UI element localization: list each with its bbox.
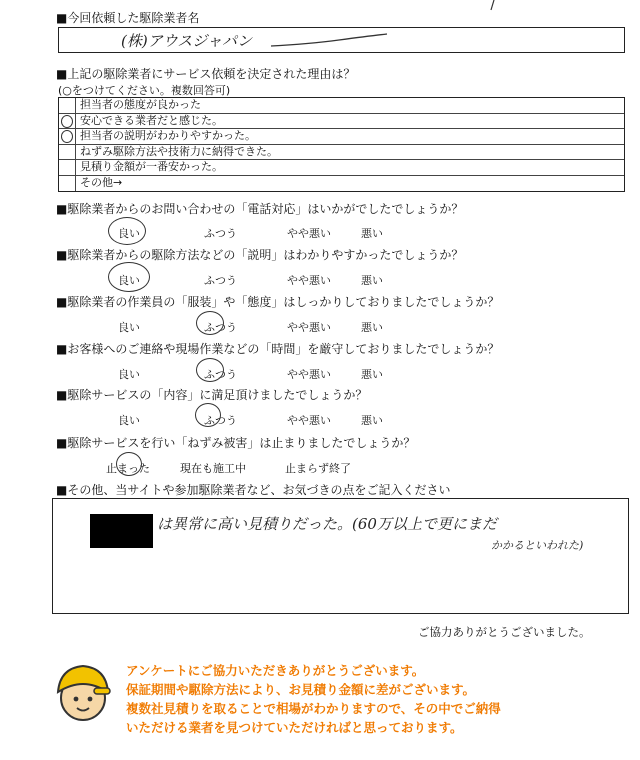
q7-option-normal[interactable]: ふつう [204, 414, 237, 427]
reason-text: 担当者の態度が良かった [80, 98, 201, 111]
q5-option-bad[interactable]: 悪い [361, 321, 383, 334]
reason-row[interactable] [59, 176, 624, 191]
reason-text: 見積り金額が一番安かった。 [80, 160, 223, 174]
reason-text: ねずみ駆除方法や技術力に納得できた。 [80, 144, 278, 158]
q8-label: ■駆除サービスを行い「ねずみ被害」は止まりましたでしょうか？ [56, 436, 416, 450]
q8-selected-circle [116, 452, 142, 476]
q5-option-normal[interactable]: ふつう [204, 321, 237, 334]
q3-option-slightly-bad[interactable]: やや悪い [287, 227, 331, 240]
check-circle-mark [61, 115, 73, 128]
reason-checkbox[interactable] [59, 145, 76, 160]
q4-option-normal[interactable]: ふつう [204, 274, 237, 287]
q8-option-stopped[interactable]: 止まった [106, 462, 150, 475]
q1-handwritten-answer: (株)アウスジャパン [121, 32, 252, 50]
q6-option-good[interactable]: 良い [118, 368, 140, 381]
reason-checkbox[interactable] [59, 114, 76, 129]
q7-selected-circle [195, 403, 221, 427]
footer-line-4: いただける業者を見つけていただければと思っております。 [126, 720, 463, 735]
reason-checkbox[interactable] [59, 129, 76, 144]
footer-line-1: アンケートにご協力いただきありがとうございます。 [126, 663, 425, 678]
q1-label: ■今回依頼した駆除業者名 [56, 11, 200, 25]
footer-line-3: 複数社見積りを取ることで相場がわかりますので、その中でご納得 [126, 701, 501, 716]
thanks-text: ご協力ありがとうございました。 [418, 625, 591, 639]
reason-row[interactable] [59, 98, 624, 114]
q7-label: ■駆除サービスの「内容」に満足頂けましたでしょうか？ [56, 388, 368, 402]
redaction-block [90, 514, 153, 548]
q8-option-ended-unresolved[interactable]: 止まらず終了 [285, 462, 351, 475]
q6-option-slightly-bad[interactable]: やや悪い [287, 368, 331, 381]
q6-label: ■お客様へのご連絡や現場作業などの「時間」を厳守しておりましたでしょうか？ [56, 342, 500, 356]
q7-option-bad[interactable]: 悪い [361, 414, 383, 427]
q4-option-slightly-bad[interactable]: やや悪い [287, 274, 331, 287]
reason-row[interactable] [59, 160, 624, 176]
q9-comment-line-2: かかるといわれた) [491, 539, 584, 552]
mascot-avatar-icon [50, 658, 116, 724]
q3-label: ■駆除業者からのお問い合わせの「電話対応」はいかがでしたでしょうか？ [56, 202, 464, 216]
footer-line-2: 保証期間や駆除方法により、お見積り金額に差がございます。 [126, 682, 476, 697]
q6-option-normal[interactable]: ふつう [204, 368, 237, 381]
reason-checkbox[interactable] [59, 160, 76, 175]
q9-comment-box[interactable] [52, 498, 629, 614]
q7-option-slightly-bad[interactable]: やや悪い [287, 414, 331, 427]
reason-row[interactable] [59, 129, 624, 145]
q3-option-normal[interactable]: ふつう [204, 227, 237, 240]
q3-option-good[interactable]: 良い [118, 227, 140, 240]
q6-selected-circle [196, 358, 224, 382]
q9-label: ■その他、当サイトや参加駆除業者など、お気づきの点をご記入ください [56, 483, 451, 497]
q1-answer-box[interactable] [58, 27, 625, 53]
q8-option-in-progress[interactable]: 現在も施工中 [180, 462, 246, 475]
q9-comment-line-1: は異常に高い見積りだった。(60万以上で更にまだ [157, 515, 497, 533]
reason-checkbox[interactable] [59, 98, 76, 113]
reason-text: 担当者の説明がわかりやすかった。 [80, 129, 256, 143]
q4-label: ■駆除業者からの駆除方法などの「説明」はわかりやすかったでしょうか？ [56, 248, 464, 262]
stray-pen-mark [480, 0, 500, 12]
q5-option-good[interactable]: 良い [118, 321, 140, 334]
reason-text: その他→ [80, 175, 123, 189]
q3-option-bad[interactable]: 悪い [361, 227, 383, 240]
q2-note: (○をつけてください。複数回答可) [58, 84, 231, 97]
q5-option-slightly-bad[interactable]: やや悪い [287, 321, 331, 334]
reason-checkbox[interactable] [59, 176, 76, 191]
q6-option-bad[interactable]: 悪い [361, 368, 383, 381]
q2-label: ■上記の駆除業者にサービス依頼を決定された理由は？ [56, 67, 356, 81]
q5-label: ■駆除業者の作業員の「服装」や「態度」はしっかりしておりましたでしょうか？ [56, 295, 500, 309]
q4-selected-circle [108, 262, 150, 292]
q1-underline-stroke [269, 32, 389, 48]
q7-option-good[interactable]: 良い [118, 414, 140, 427]
reason-row[interactable] [59, 145, 624, 161]
reason-checklist [58, 97, 625, 192]
q5-selected-circle [196, 311, 224, 335]
check-circle-mark [61, 130, 73, 143]
reason-text: 安心できる業者だと感じた。 [80, 113, 223, 127]
q3-selected-circle [108, 217, 146, 245]
q4-option-good[interactable]: 良い [118, 274, 140, 287]
q4-option-bad[interactable]: 悪い [361, 274, 383, 287]
reason-row[interactable] [59, 114, 624, 130]
